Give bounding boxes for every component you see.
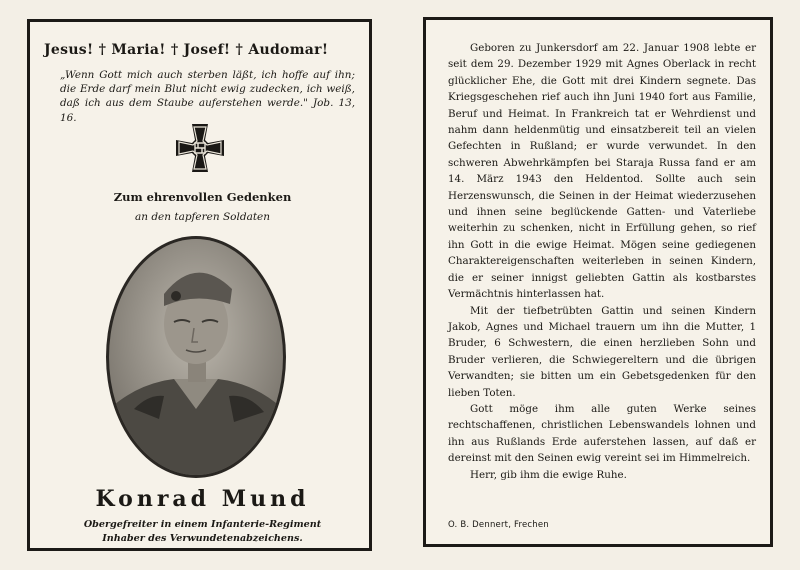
rank-and-decoration xyxy=(50,518,355,545)
dedication-line-2: an den tapferen Soldaten xyxy=(134,211,271,223)
invocation-heading: Jesus! † Maria! † Josef! † Audomar! xyxy=(44,42,329,58)
memorial-card-back xyxy=(423,17,773,547)
dedication-line-1: Zum ehrenvollen Gedenken xyxy=(113,190,292,204)
biography-paragraph: Geboren zu Junkersdorf am 22. Januar 1908 lebte er seit dem 29. Dezember 1929 mit Agnes Oberlack in recht glücklicher Ehe, die Gott mit drei Kindern segnete. Das Kriegsgeschehen rief auch ihn Juni 1940 fort aus Familie, Beruf und Heimat. In Frankreich tat er Wehrdienst und nahm dann heldenmütig und einsatzbereit teil an vielen Gefechten in Rußland; er wurde verwundet. In den schweren Abwehrkämpfen bei Staraja Russa fand er am 14. März 1943 den Heldentod. Sollte auch sein Herzenswunsch, die Seinen in der Heimat wiederzusehen und ihnen seine beglückende Gatten- und Vaterliebe weiterhin zu schenken, nicht in Erfüllung gehen, so rief ihn Gott in die ewige Heimat. Mögen seine gediegenen Charaktereigenschaften weiterleben in seinen Kindern, die er seiner innigst geliebten Gattin als kostbarstes Vermächtnis hinterlassen hat. xyxy=(448,42,756,301)
printer-credit: O. B. Dennert, Frechen xyxy=(448,520,549,530)
bible-quote: „Wenn Gott mich auch sterben läßt, ich hoffe auf ihn; die Erde darf mein Blut nicht ewig zudecken, ich weiß, daß ich aus dem Staube auferstehen werde." Job. 13, 16. xyxy=(60,69,355,124)
soldier-portrait-photo xyxy=(104,234,288,480)
biography-text xyxy=(448,40,756,483)
biography-paragraph: Gott möge ihm alle guten Werke seines rechtschaffenen, christlichen Lebenswandels lohnen und ihn aus Rußlands Erde auferstehen lassen, auf daß er dereinst mit den Seinen ewig vereint sei im Himmelreich. xyxy=(448,402,756,465)
memorial-card-front xyxy=(27,19,372,551)
iron-cross-icon xyxy=(172,120,228,176)
closing-prayer: Herr, gib ihm die ewige Ruhe. xyxy=(470,468,627,481)
rank-line-1: Obergefreiter in einem Infanterie-Regiment xyxy=(83,519,322,530)
rank-line-2: Inhaber des Verwundetenabzeichens. xyxy=(102,532,303,544)
deceased-name: Konrad Mund xyxy=(95,486,310,512)
biography-paragraph: Mit der tiefbetrübten Gattin und seinen Kindern Jakob, Agnes und Michael trauern um ihn die Mutter, 1 Bruder, 6 Schwestern, die einen herzlieben Sohn und Bruder verlieren, die Schwiegereltern und die übrigen Verwandten; sie bitten um ein Gebetsgedenken für den lieben Toten. xyxy=(448,304,756,399)
